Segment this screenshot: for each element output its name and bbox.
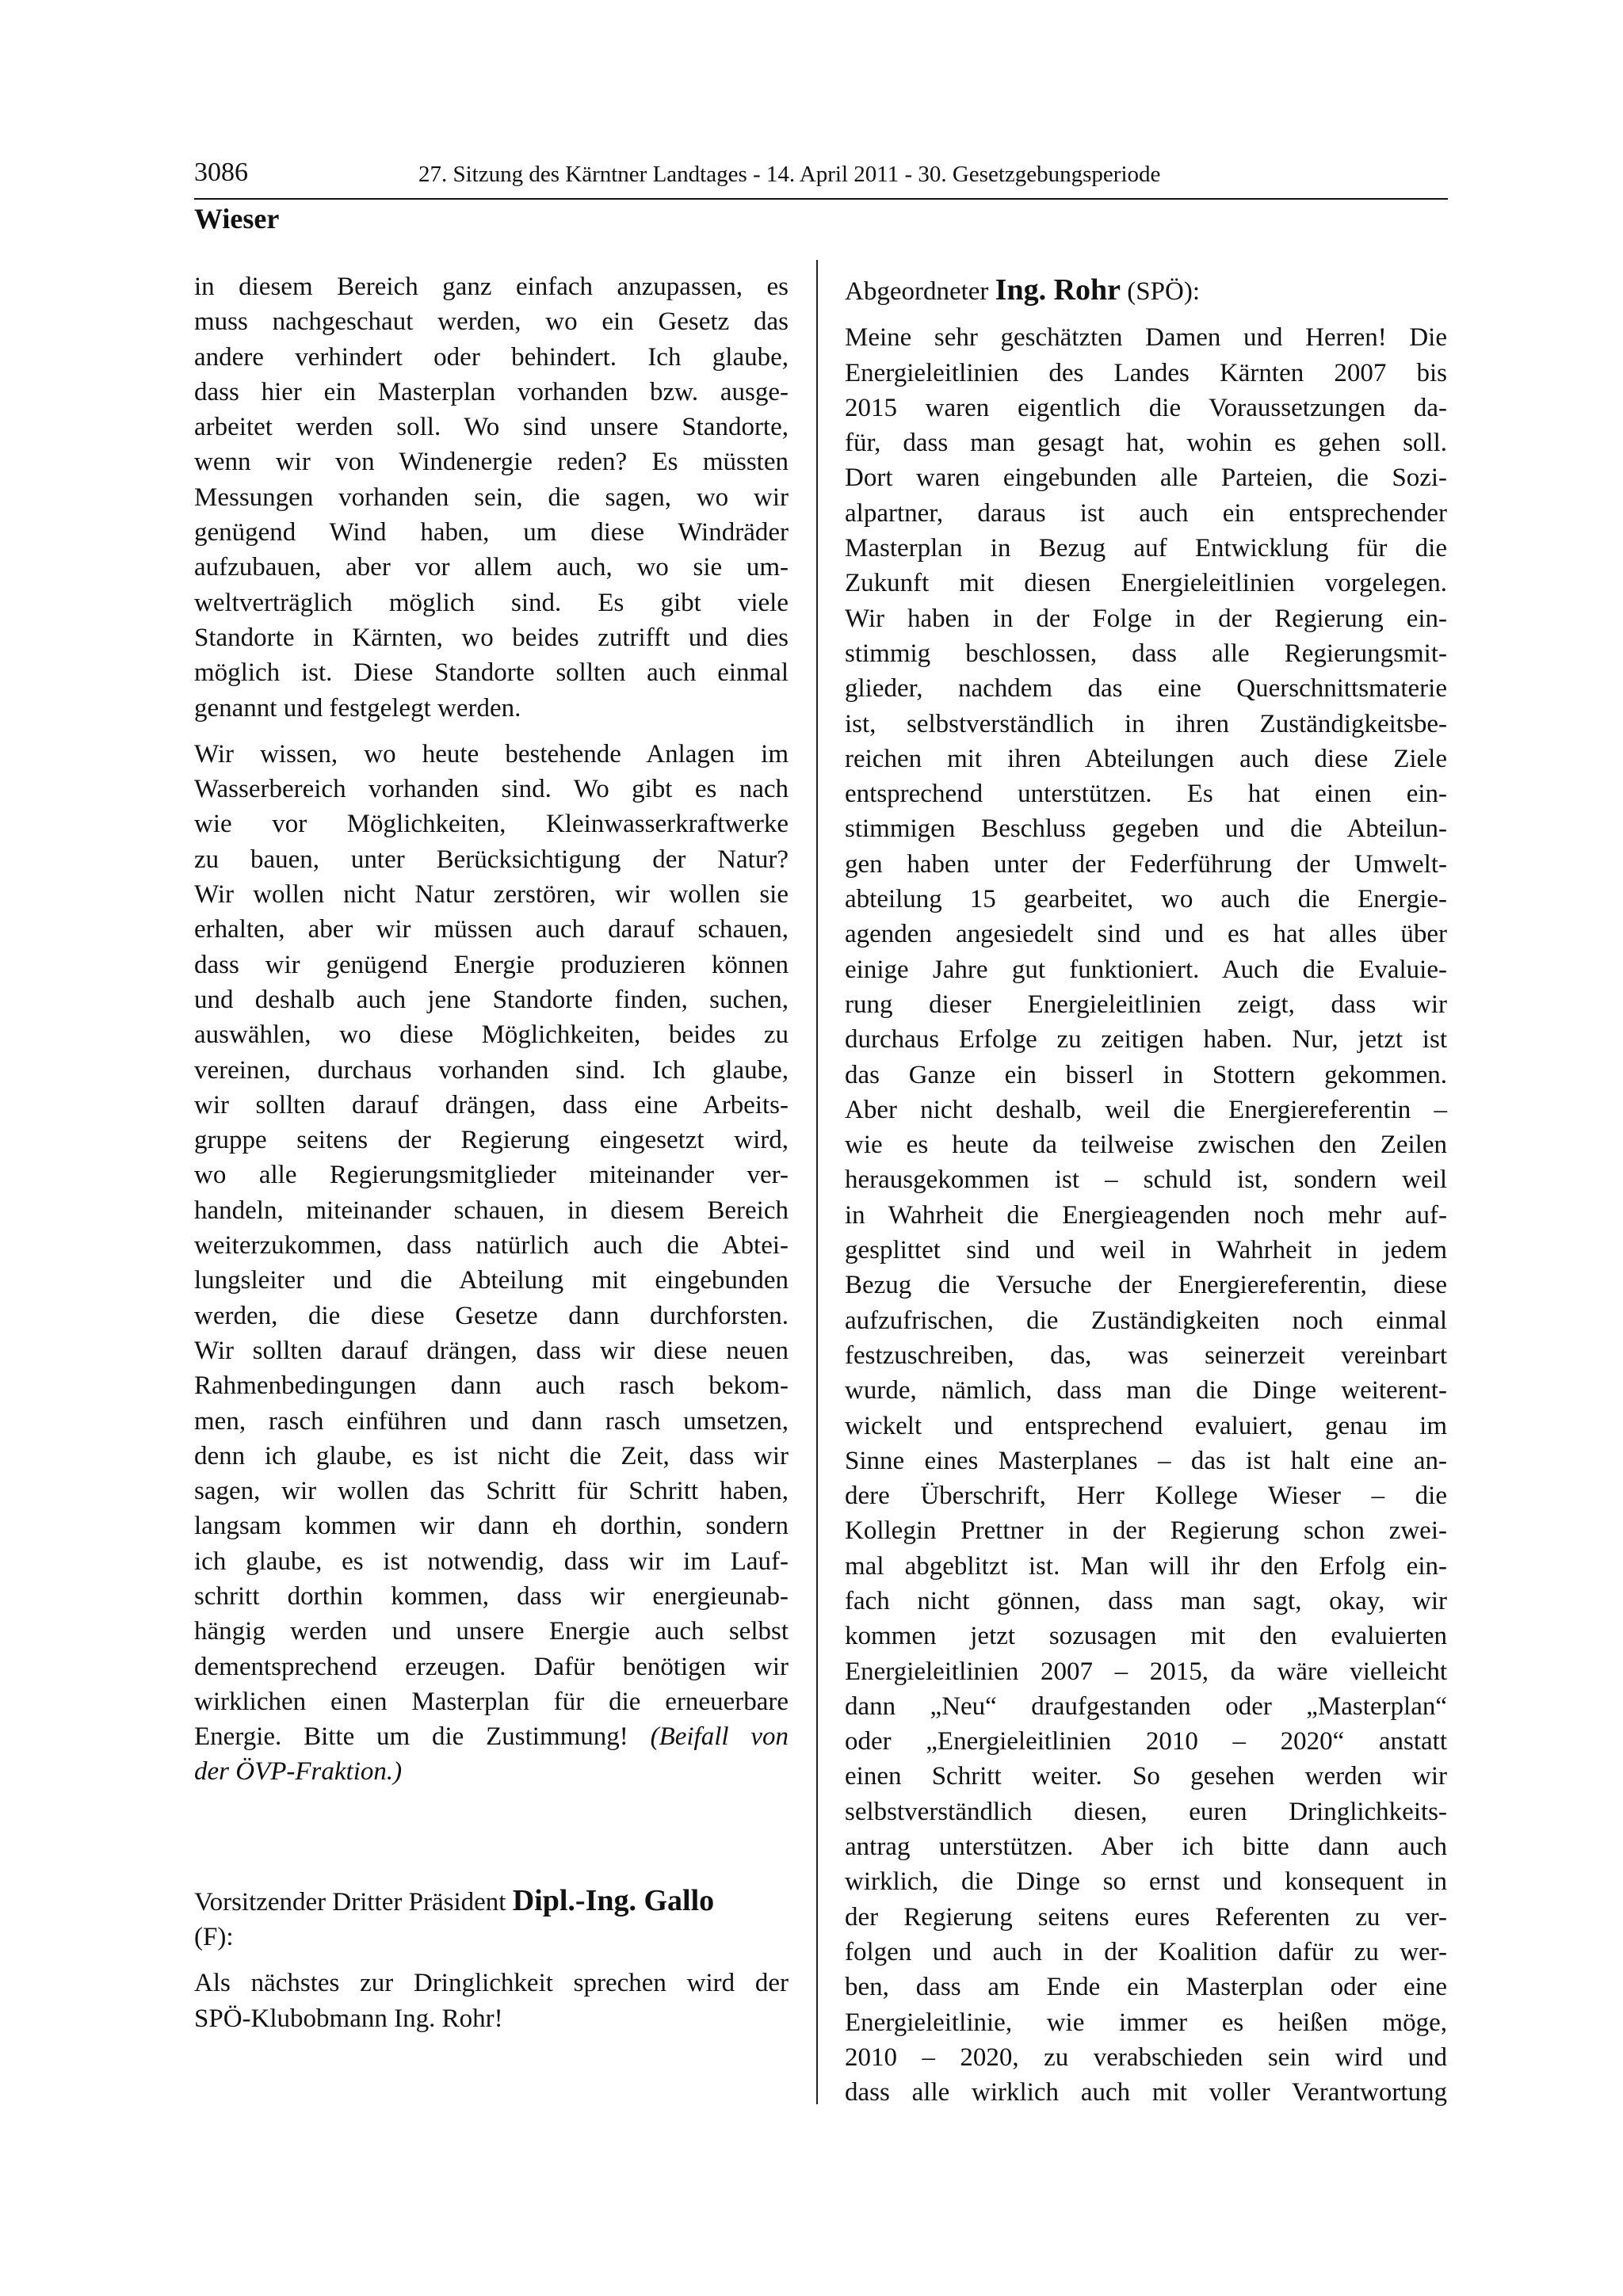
paragraph (194, 1966, 789, 2036)
text-line: wurde, nämlich, dass man die Dinge weiterent- (845, 1376, 1447, 1405)
text-line: wickelt und entsprechend evaluiert, genau im (845, 1411, 1447, 1440)
text-line: Dort waren eingebunden alle Parteien, die Sozi- (845, 463, 1447, 493)
text-line: muss nachgeschaut werden, wo ein Gesetz das (194, 307, 789, 337)
text-line: Energieleitlinie, wie immer es heißen möge, (845, 2008, 1447, 2037)
text-line: weltverträglich möglich sind. Es gibt viele (194, 588, 789, 617)
text-line: mal abgeblitzt ist. Man will ihr den Erfolg ein- (845, 1551, 1447, 1581)
text-line: durchaus Erfolge zu zeitigen haben. Nur, jetzt ist (845, 1025, 1447, 1055)
text-line: ist, selbstverständlich in ihren Zuständigkeitsbe- (845, 709, 1447, 738)
chair-party: (F): (194, 1923, 234, 1952)
text-line: denn ich glaube, es ist nicht die Zeit, dass wir (194, 1441, 789, 1470)
text-line: dass hier ein Masterplan vorhanden bzw. ausge- (194, 377, 789, 406)
text-line: in Wahrheit die Energieagenden noch mehr auf- (845, 1200, 1447, 1230)
applause-note: (Beifall von (650, 1722, 789, 1752)
text-line: men, rasch einführen und dann rasch umsetzen, (194, 1406, 789, 1436)
text-line: wo alle Regierungsmitglieder miteinander ver- (194, 1161, 789, 1190)
text-line: der Regierung seitens eures Referenten zu ver- (845, 1902, 1447, 1932)
text-line: Meine sehr geschätzten Damen und Herren! Die (845, 323, 1447, 353)
paragraph (194, 737, 789, 1790)
text-line: wenn wir von Windenergie reden? Es müssten (194, 448, 789, 477)
text-line: 2010 – 2020, zu verabschieden sein wird und (845, 2042, 1447, 2072)
text-line: Energieleitlinien 2007 – 2015, da wäre vielleicht (845, 1657, 1447, 1686)
text-line: Masterplan in Bezug auf Entwicklung für die (845, 534, 1447, 563)
text-line: hängig werden und unsere Energie auch selbst (194, 1617, 789, 1646)
text-line: handeln, miteinander schauen, in diesem Bereich (194, 1196, 789, 1225)
chair-speaker-line (194, 1883, 789, 1955)
text-line: dere Überschrift, Herr Kollege Wieser – die (845, 1482, 1447, 1511)
text-line: sagen, wir wollen das Schritt für Schritt haben, (194, 1477, 789, 1506)
text-line: stimmigen Beschluss gegeben und die Abteilun- (845, 814, 1447, 844)
text-line: Wir sollten darauf drängen, dass wir diese neuen (194, 1336, 789, 1365)
text-line: lungsleiter und die Abteilung mit eingebunden (194, 1266, 789, 1295)
text-line: Zukunft mit diesen Energieleitlinien vorgelegen. (845, 569, 1447, 598)
text-line: für, dass man gesagt hat, wohin es gehen soll. (845, 429, 1447, 458)
text-line: Wir haben in der Folge in der Regierung ein- (845, 604, 1447, 633)
text-line: wir sollten darauf drängen, dass eine Arbeits- (194, 1090, 789, 1119)
speaker-name: Ing. Rohr (995, 273, 1121, 307)
text-line: genügend Wind haben, um diese Windräder (194, 518, 789, 547)
text-line: wie vor Möglichkeiten, Kleinwasserkraftwerke (194, 810, 789, 839)
text-line: einen Schritt weiter. So gesehen werden wir (845, 1762, 1447, 1791)
text-line: wirklichen einen Masterplan für die erneuerbare (194, 1687, 789, 1716)
text-line: gen haben unter der Federführung der Umwelt- (845, 849, 1447, 879)
text-line: Standorte in Kärnten, wo beides zutrifft und dies (194, 623, 789, 652)
text-line: vereinen, durchaus vorhanden sind. Ich glaube, (194, 1055, 789, 1085)
text-line: fach nicht gönnen, dass man sagt, okay, wir (845, 1586, 1447, 1615)
text-line: reichen mit ihren Abteilungen auch diese Ziele (845, 744, 1447, 773)
paragraph (194, 269, 789, 726)
column-divider (816, 260, 818, 2104)
text-line: auswählen, wo diese Möglichkeiten, beides zu (194, 1020, 789, 1050)
chair-prefix: Vorsitzender Dritter Präsident (194, 1887, 513, 1917)
header-rule (194, 198, 1448, 200)
text-line: 2015 waren eigentlich die Voraussetzungen da- (845, 393, 1447, 422)
text-line: entsprechend unterstützen. Es hat einen ein- (845, 780, 1447, 809)
text-line: dass alle wirklich auch mit voller Verantwortung (845, 2078, 1447, 2107)
text-line: folgen und auch in der Koalition dafür zu wer- (845, 1937, 1447, 1966)
text-line: Kollegin Prettner in der Regierung schon zwei- (845, 1516, 1447, 1546)
text-line: zu bauen, unter Berücksichtigung der Natur? (194, 845, 789, 874)
left-column (194, 269, 789, 2047)
text-line: Messungen vorhanden sein, die sagen, wo wir (194, 482, 789, 512)
text-line: glieder, nachdem das eine Querschnittsmaterie (845, 674, 1447, 704)
text-line: schritt dorthin kommen, dass wir energieunab- (194, 1581, 789, 1611)
text-line: in diesem Bereich ganz einfach anzupassen, es (194, 273, 789, 301)
rohr-speaker-line (845, 273, 1447, 309)
text-line: möglich ist. Diese Standorte sollten auch einmal (194, 658, 789, 688)
text-line: andere verhindert oder behindert. Ich glaube, (194, 342, 789, 372)
text-line: kommen jetzt sozusagen mit den evaluierten (845, 1622, 1447, 1651)
text-line: ben, dass am Ende ein Masterplan oder eine (845, 1973, 1447, 2002)
text-line: arbeitet werden soll. Wo sind unsere Standorte, (194, 413, 789, 442)
speaker-party: (SPÖ): (1121, 277, 1200, 306)
text-fragment: Energie. Bitte um die Zustimmung! (194, 1722, 651, 1752)
text-line: Wasserbereich vorhanden sind. Wo gibt es nach (194, 775, 789, 804)
text-line: Energieleitlinien des Landes Kärnten 2007 bis (845, 358, 1447, 387)
text-line: werden, die diese Gesetze dann durchforsten. (194, 1301, 789, 1330)
text-line: ich glaube, es ist notwendig, dass wir im Lauf- (194, 1547, 789, 1576)
running-title: 27. Sitzung des Kärntner Landtages - 14. April 2011 - 30. Gesetzgebungsperiode (418, 162, 1161, 187)
paragraph (845, 320, 1447, 2110)
text-line: gesplittet sind und weil in Wahrheit in jedem (845, 1236, 1447, 1265)
text-line: wirklich, die Dinge so ernst und konsequent in (845, 1867, 1447, 1897)
text-line: das Ganze ein bisserl in Stottern gekommen. (845, 1060, 1447, 1089)
text-line: und deshalb auch jene Standorte finden, suchen, (194, 985, 789, 1014)
text-line: dann „Neu“ draufgestanden oder „Masterplan“ (845, 1691, 1447, 1721)
right-column (845, 273, 1447, 2121)
chair-name: Dipl.-Ing. Gallo (512, 1883, 715, 1917)
text-line: erhalten, aber wir müssen auch darauf schauen, (194, 915, 789, 944)
text-line: weiterzukommen, dass natürlich auch die Abtei- (194, 1231, 789, 1261)
text-line: alpartner, daraus ist auch ein entsprechender (845, 498, 1447, 528)
text-line: herausgekommen ist – schuld ist, sondern weil (845, 1165, 1447, 1195)
text-line: gruppe seitens der Regierung eingesetzt wird, (194, 1126, 789, 1155)
text-line: Sinne eines Masterplanes – das ist halt eine an- (845, 1446, 1447, 1475)
speaker-prefix: Abgeordneter (845, 277, 995, 306)
text-line: aufzufrischen, die Zuständigkeiten noch einmal (845, 1306, 1447, 1335)
text-line: genannt und festgelegt werden. (194, 693, 521, 723)
text-line: oder „Energieleitlinien 2010 – 2020“ anstatt (845, 1727, 1447, 1756)
text-line: Wir wollen nicht Natur zerstören, wir wollen sie (194, 880, 789, 910)
text-line: selbstverständlich diesen, euren Dringlichkeits- (845, 1797, 1447, 1826)
text-line: agenden angesiedelt sind und es hat alles über (845, 920, 1447, 949)
current-speaker-heading: Wieser (194, 203, 280, 235)
text-line: SPÖ-Klubobmann Ing. Rohr! (194, 2004, 503, 2033)
text-line: Wir wissen, wo heute bestehende Anlagen im (194, 739, 789, 769)
text-line: stimmig beschlossen, dass alle Regierungsmit- (845, 639, 1447, 668)
text-line: dass wir genügend Energie produzieren können (194, 950, 789, 979)
text-line: Bezug die Versuche der Energiereferentin, diese (845, 1271, 1447, 1300)
text-line: Als nächstes zur Dringlichkeit sprechen wird der (194, 1969, 789, 1998)
text-line: festzuschreiben, das, was seinerzeit vereinbart (845, 1341, 1447, 1370)
text-line: abteilung 15 gearbeitet, wo auch die Energie- (845, 885, 1447, 914)
text-line: Rahmenbedingungen dann auch rasch bekom- (194, 1371, 789, 1401)
spacer (194, 1801, 789, 1883)
text-line: aufzubauen, aber vor allem auch, wo sie um- (194, 553, 789, 582)
text-line: rung dieser Energieleitlinien zeigt, dass wir (845, 990, 1447, 1019)
text-line: dementsprechend erzeugen. Dafür benötigen wir (194, 1652, 789, 1681)
text-line (194, 1719, 789, 1754)
text-line: antrag unterstützen. Aber ich bitte dann auch (845, 1833, 1447, 1862)
applause-note: der ÖVP-Fraktion.) (194, 1757, 403, 1787)
page-number: 3086 (194, 158, 248, 187)
text-line: einige Jahre gut funktioniert. Auch die Evaluie- (845, 955, 1447, 984)
text-line: langsam kommen wir dann eh dorthin, sondern (194, 1512, 789, 1541)
text-line: Aber nicht deshalb, weil die Energiereferentin – (845, 1095, 1447, 1124)
text-line: wie es heute da teilweise zwischen den Zeilen (845, 1131, 1447, 1160)
